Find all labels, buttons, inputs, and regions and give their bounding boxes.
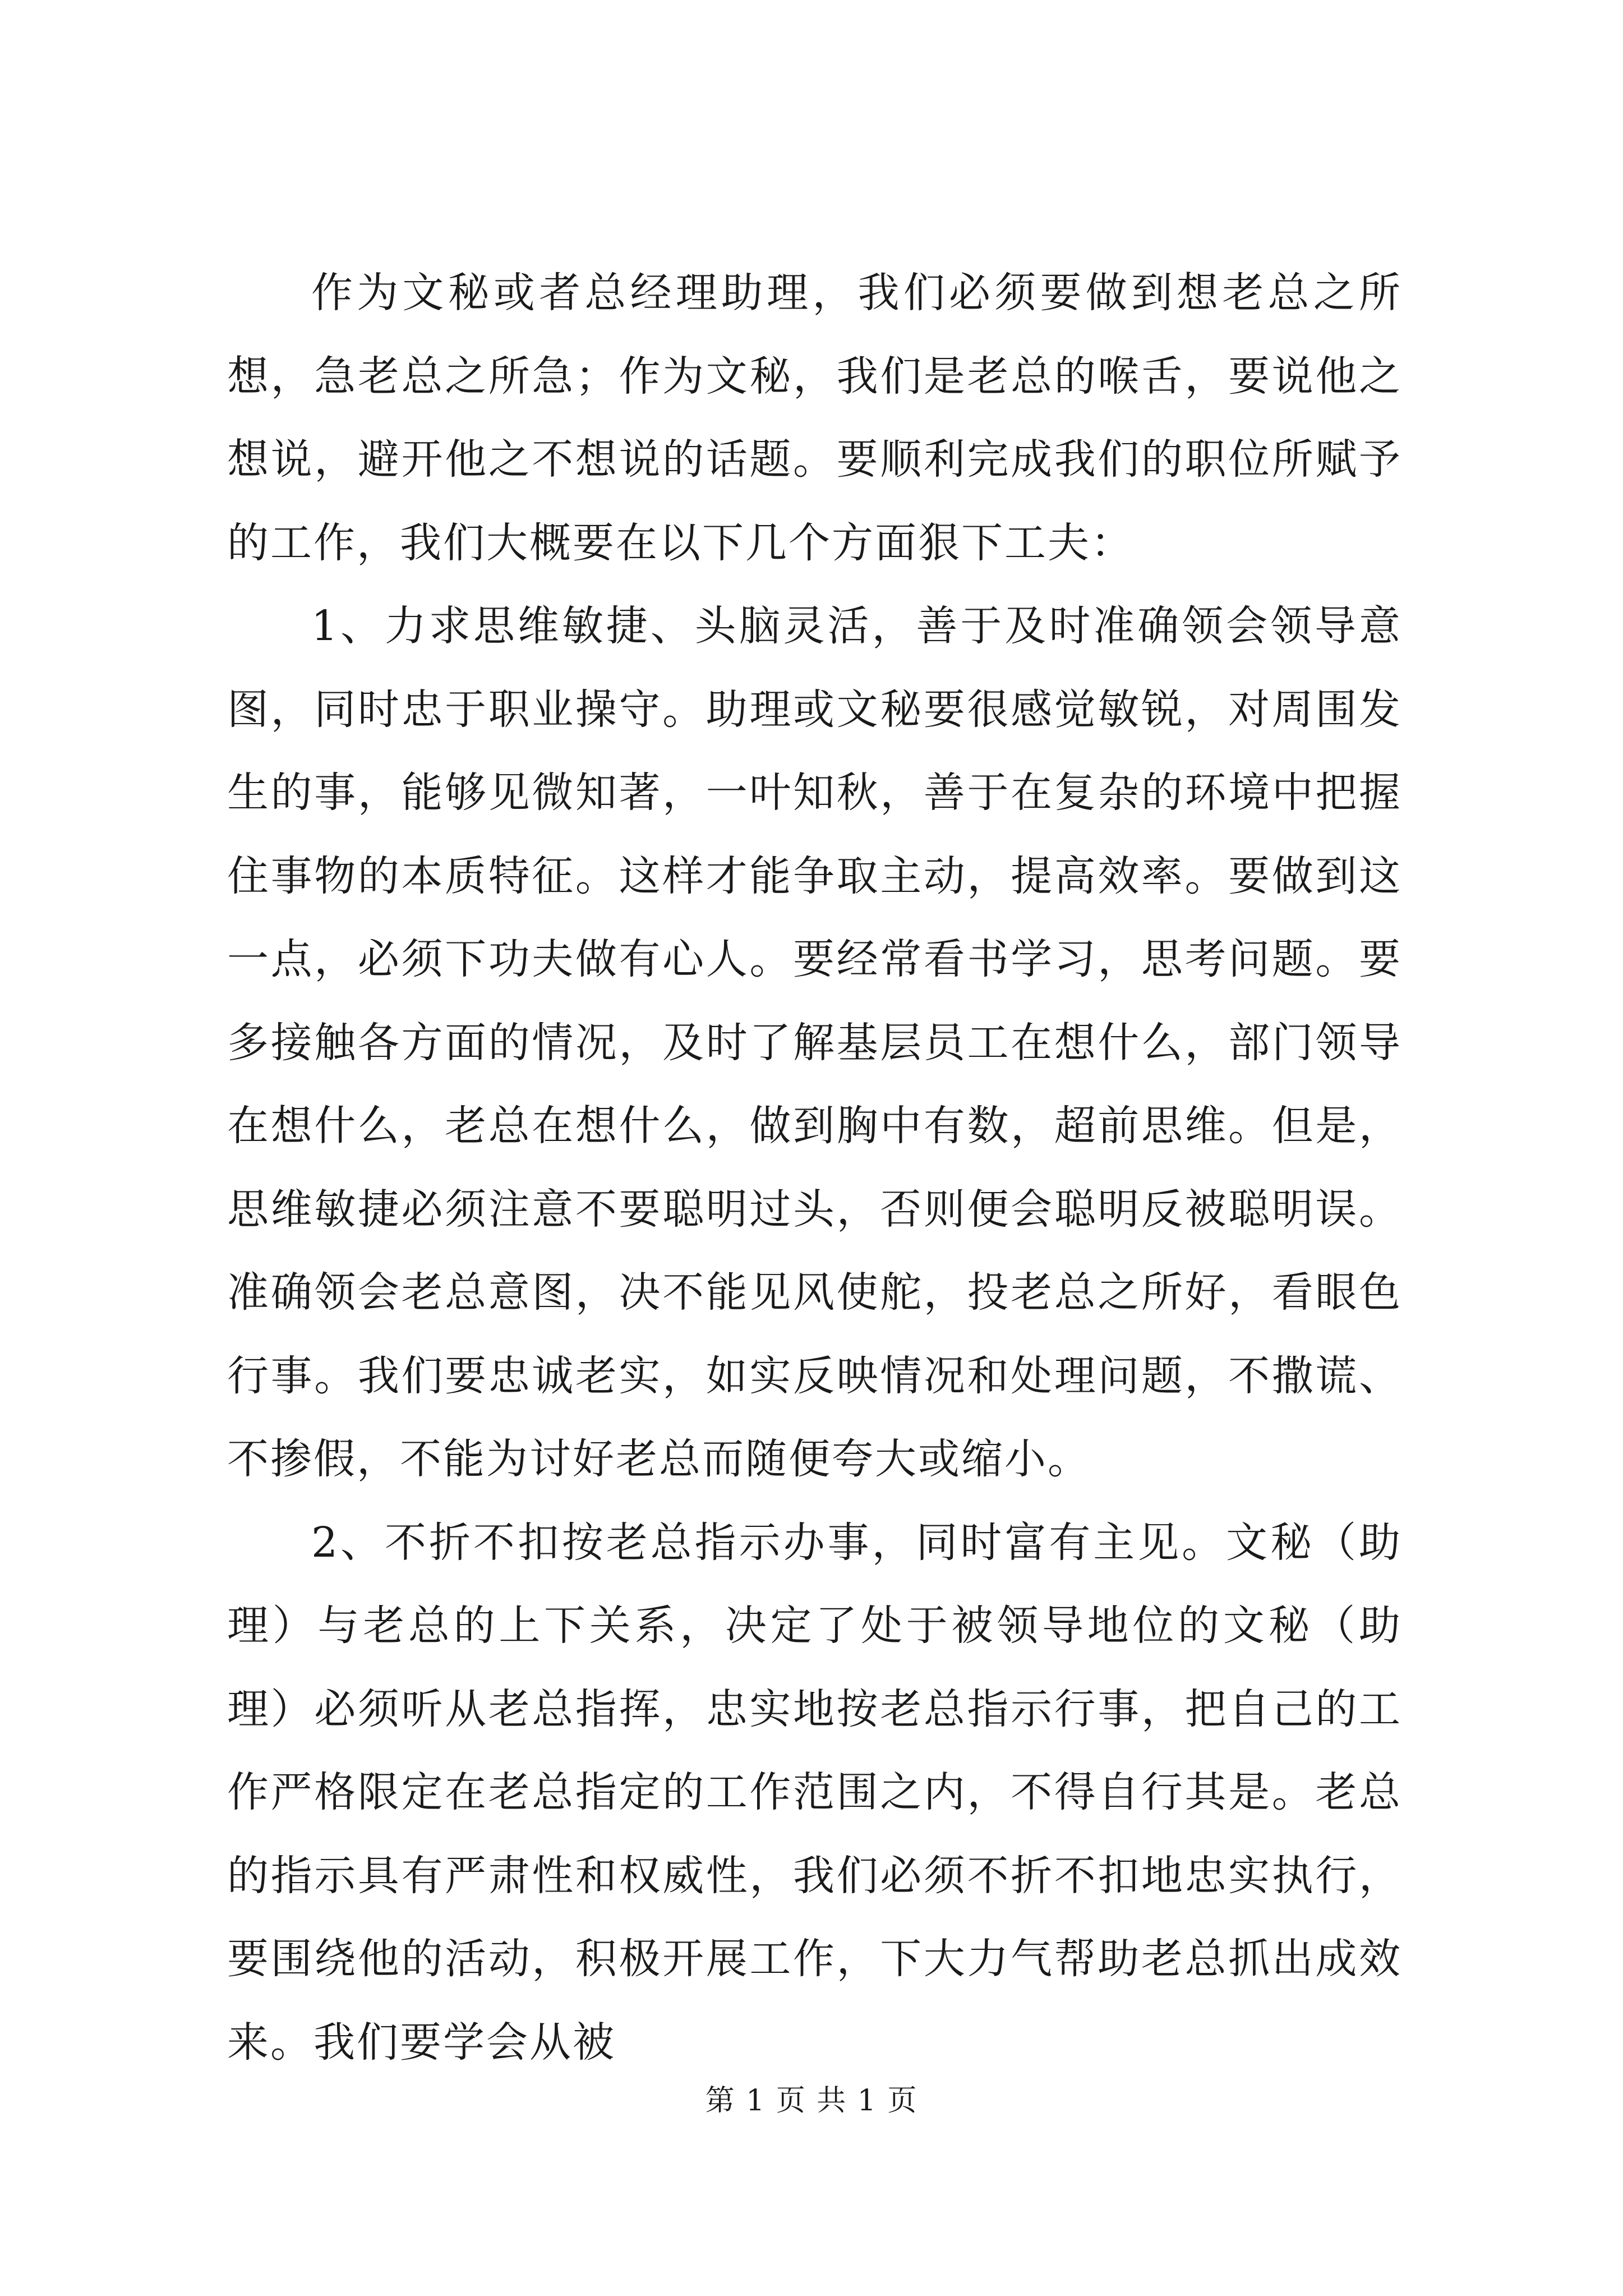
paragraph-intro: 作为文秘或者总经理助理，我们必须要做到想老总之所想，急老总之所急；作为文秘，我们是老总的喉舌，要说他之想说，避开他之不想说的话题。要顺利完成我们的职位所赋予的工作，我们大概要在以下几个方面狠下工夫：: [227, 269, 1402, 567]
paragraph-point-2: 2、不折不扣按老总指示办事，同时富有主见。文秘（助理）与老总的上下关系，决定了处于被领导地位的文秘（助理）必须听从老总指挥，忠实地按老总指示行事，把自己的工作严格限定在老总指定的工作范围之内，不得自行其是。老总的指示具有严肃性和权威性，我们必须不折不扣地忠实执行，要围绕他的活动，积极开展工作，下大力气帮助老总抓出成效来。我们要学会从被: [227, 1518, 1402, 2067]
document-body: [227, 251, 1402, 2084]
page-footer: 第 1 页 共 1 页: [705, 2084, 918, 2118]
paragraph-point-1: 1、力求思维敏捷、头脑灵活，善于及时准确领会领导意图，同时忠于职业操守。助理或文秘要很感觉敏锐，对周围发生的事，能够见微知著，一叶知秋，善于在复杂的环境中把握住事物的本质特征。这样才能争取主动，提高效率。要做到这一点，必须下功夫做有心人。要经常看书学习，思考问题。要多接触各方面的情况，及时了解基层员工在想什么，部门领导在想什么，老总在想什么，做到胸中有数，超前思维。但是，思维敏捷必须注意不要聪明过头，否则便会聪明反被聪明误。准确领会老总意图，决不能见风使舵，投老总之所好，看眼色行事。我们要忠诚老实，如实反映情况和处理问题，不撒谎、不掺假，不能为讨好老总而随便夸大或缩小。: [227, 602, 1402, 1483]
